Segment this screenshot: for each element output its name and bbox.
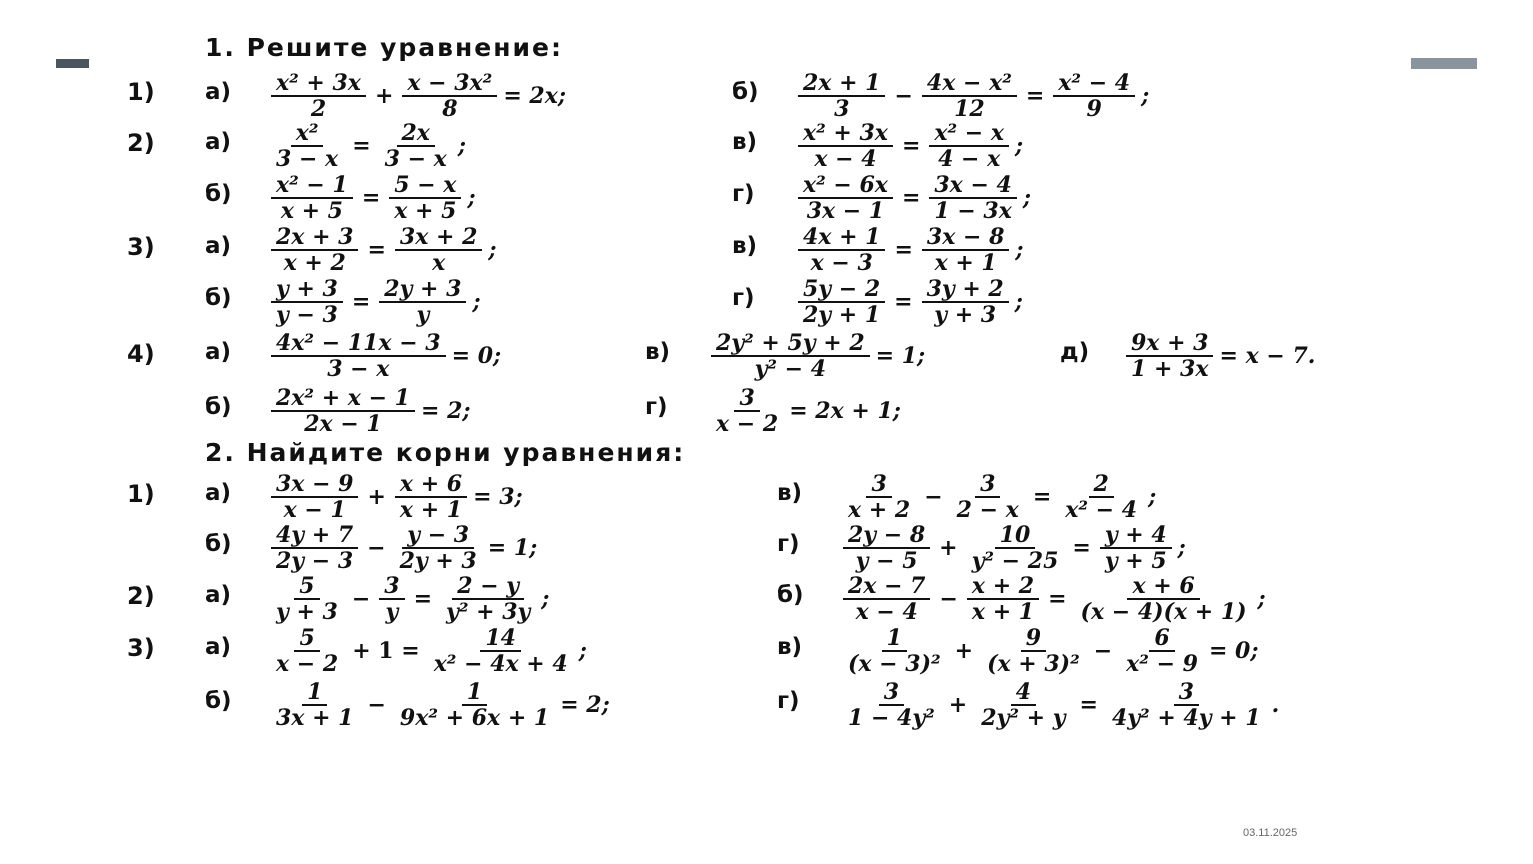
fraction [271, 278, 343, 326]
equation [1122, 332, 1317, 380]
fraction [395, 226, 482, 274]
denominator: y [385, 599, 399, 625]
numerator: 2x² + x − 1 [271, 387, 415, 412]
equation-tail: ; [1177, 535, 1186, 561]
fraction [1126, 332, 1213, 380]
denominator: 2 − x [956, 497, 1019, 523]
denominator: y + 3 [934, 302, 997, 328]
denominator: x + 5 [280, 198, 343, 224]
fraction [798, 72, 885, 120]
equation-tail: = x − 7. [1219, 343, 1316, 369]
equation [267, 575, 551, 623]
denominator: x − 1 [283, 497, 346, 523]
numerator: 10 [995, 524, 1036, 549]
item-letter: д) [1060, 339, 1090, 365]
denominator: x² − 4x + 4 [433, 651, 568, 677]
numerator: x² − 6x [798, 174, 893, 199]
numerator: 5 − x [389, 174, 461, 199]
fraction [929, 122, 1009, 170]
fraction [395, 681, 554, 729]
numerator: 5 [294, 575, 319, 600]
operator: + 1 = [352, 638, 420, 664]
equation [794, 174, 1033, 222]
equation-tail: . [1271, 692, 1280, 718]
denominator: x + 5 [394, 198, 457, 224]
denominator: 9x² + 6x + 1 [399, 705, 550, 731]
fraction [271, 473, 358, 521]
denominator: x + 2 [848, 497, 911, 523]
exercise-number: 4) [127, 340, 155, 368]
denominator: x − 3 [810, 250, 873, 276]
fraction [271, 681, 358, 729]
operator: = [351, 289, 371, 315]
operator: + [948, 692, 968, 718]
operator: = [894, 237, 913, 263]
operator: + [954, 638, 974, 664]
item-letter: г) [777, 531, 800, 557]
numerator: x² + 3x [798, 122, 893, 147]
numerator: x² − x [929, 122, 1009, 147]
numerator: 3x − 8 [922, 226, 1009, 251]
operator: − [367, 535, 386, 561]
equation-tail: = 2x; [503, 83, 566, 109]
fraction [798, 278, 885, 326]
fraction [711, 387, 783, 435]
numerator: 9 [1021, 627, 1046, 652]
equation [707, 387, 903, 435]
fraction [843, 575, 930, 623]
numerator: 5 [294, 627, 319, 652]
numerator: x + 6 [1127, 575, 1199, 600]
fraction [271, 575, 343, 623]
equation-tail: = 0; [451, 343, 502, 369]
fraction [271, 332, 446, 380]
equation [267, 122, 468, 170]
denominator: 3 − x [276, 146, 339, 172]
numerator: x + 2 [967, 575, 1039, 600]
equation-tail: = 2; [421, 398, 471, 424]
equation-tail: ; [1141, 83, 1150, 109]
fraction [379, 278, 466, 326]
numerator: x² − 4 [1053, 72, 1135, 97]
item-letter: б) [205, 531, 232, 557]
exercise-number: 3) [127, 634, 155, 662]
numerator: x² − 1 [271, 174, 353, 199]
operator: + [374, 83, 394, 109]
operator: = [367, 237, 386, 263]
item-letter: б) [205, 181, 232, 207]
equation [267, 473, 525, 521]
item-letter: б) [205, 394, 232, 420]
denominator: 1 − 4y² [848, 705, 935, 731]
item-letter: в) [777, 634, 803, 660]
fraction [967, 524, 1064, 572]
denominator: 2y² + y [981, 705, 1066, 731]
numerator: 3 [975, 473, 1000, 498]
numerator: 3 [734, 387, 759, 412]
equation [839, 575, 1268, 623]
item-letter: б) [205, 688, 232, 714]
item-letter: б) [777, 582, 804, 608]
numerator: 4y + 7 [271, 524, 358, 549]
numerator: x² + 3x [271, 72, 366, 97]
equation-tail: ; [1014, 289, 1023, 315]
fraction [967, 575, 1039, 623]
equation [839, 473, 1158, 521]
operator: = [1048, 586, 1067, 612]
numerator: y − 3 [402, 524, 474, 549]
exercise-number: 3) [127, 233, 155, 261]
numerator: 1 [302, 681, 327, 706]
operator: − [1093, 638, 1113, 664]
slide-accent-left [56, 59, 89, 68]
equation [839, 627, 1261, 675]
equation-tail: = 0; [1208, 638, 1259, 664]
numerator: 4x − x² [922, 72, 1017, 97]
operator: + [367, 484, 386, 510]
numerator: 2y + 3 [379, 278, 466, 303]
equation [267, 332, 503, 380]
equation [267, 226, 499, 274]
fraction [271, 524, 358, 572]
denominator: x − 2 [276, 651, 339, 677]
denominator: x + 2 [283, 250, 346, 276]
item-letter: а) [205, 79, 232, 105]
equation-tail: = 1; [875, 343, 926, 369]
numerator: 2x − 7 [843, 575, 930, 600]
fraction [395, 473, 467, 521]
equation [267, 681, 612, 729]
denominator: x − 2 [716, 411, 779, 437]
equation-tail: = 2x + 1; [789, 398, 901, 424]
denominator: 1 − 3x [934, 198, 1012, 224]
operator: = [901, 133, 921, 159]
equation [794, 278, 1025, 326]
denominator: (x − 3)² [848, 651, 941, 677]
denominator: y + 5 [1104, 548, 1167, 574]
operator: = [361, 185, 381, 211]
item-letter: в) [645, 339, 671, 365]
numerator: 4x² − 11x − 3 [271, 332, 446, 357]
denominator: x + 1 [399, 497, 463, 523]
numerator: 2x [397, 122, 435, 147]
denominator: 12 [954, 96, 985, 122]
item-letter: г) [732, 285, 755, 311]
denominator: y² − 4 [754, 356, 827, 382]
fraction [798, 174, 893, 222]
equation-tail: ; [488, 237, 497, 263]
denominator: 2y − 3 [276, 548, 354, 574]
equation [707, 332, 927, 380]
denominator: y² + 3y [446, 599, 531, 625]
denominator: x² − 9 [1126, 651, 1198, 677]
denominator: y − 3 [276, 302, 338, 328]
task1-title: 1. Решите уравнение: [205, 33, 563, 62]
numerator: 6 [1149, 627, 1174, 652]
numerator: 3x − 9 [271, 473, 358, 498]
operator: = [1079, 692, 1098, 718]
fraction [441, 575, 535, 623]
equation [267, 387, 473, 435]
item-letter: а) [205, 339, 232, 365]
fraction [429, 627, 573, 675]
operator: = [413, 586, 433, 612]
fraction [271, 627, 343, 675]
item-letter: а) [205, 480, 232, 506]
numerator: y + 3 [271, 278, 343, 303]
fraction [1100, 524, 1172, 572]
denominator: y² − 25 [971, 548, 1059, 574]
fraction [271, 387, 415, 435]
numerator: x² [291, 122, 324, 147]
numerator: 14 [480, 627, 521, 652]
numerator: 4x + 1 [798, 226, 885, 251]
fraction [1053, 72, 1135, 120]
numerator: 2x + 1 [798, 72, 885, 97]
operator: − [367, 692, 386, 718]
equation [267, 524, 539, 572]
denominator: 2 [310, 96, 327, 122]
equation-tail: ; [541, 586, 550, 612]
item-letter: в) [732, 129, 758, 155]
denominator: 2x − 1 [304, 411, 382, 437]
denominator: 2y + 1 [803, 302, 881, 328]
numerator: x + 6 [395, 473, 467, 498]
fraction [389, 174, 461, 222]
denominator: x [432, 250, 446, 276]
equation-tail: ; [1148, 484, 1157, 510]
operator: = [1025, 83, 1045, 109]
equation [267, 278, 483, 326]
equation-tail: ; [1022, 185, 1031, 211]
fraction [1107, 681, 1266, 729]
operator: = [1072, 535, 1091, 561]
fraction [843, 473, 915, 521]
fraction [271, 226, 358, 274]
operator: − [924, 484, 943, 510]
equation [267, 627, 589, 675]
numerator: 3x − 4 [929, 174, 1016, 199]
item-letter: б) [732, 79, 759, 105]
numerator: 3y + 2 [922, 278, 1009, 303]
denominator: 3x + 1 [276, 705, 354, 731]
fraction [271, 174, 353, 222]
equation-tail: ; [467, 185, 476, 211]
denominator: (x − 4)(x + 1) [1080, 599, 1247, 625]
item-letter: а) [205, 634, 232, 660]
denominator: 3 − x [327, 356, 390, 382]
numerator: 3 [379, 575, 404, 600]
slide-accent-right [1411, 58, 1477, 69]
operator: = [352, 133, 371, 159]
fraction [798, 122, 893, 170]
equation-tail: ; [1015, 237, 1024, 263]
denominator: x − 4 [855, 599, 918, 625]
operator: − [351, 586, 371, 612]
denominator: y − 5 [855, 548, 918, 574]
numerator: 2 − y [452, 575, 524, 600]
denominator: 8 [442, 96, 458, 122]
fraction [711, 332, 870, 380]
item-letter: в) [732, 233, 758, 259]
denominator: 9 [1086, 96, 1102, 122]
operator: − [894, 83, 913, 109]
fraction [843, 627, 946, 675]
fraction [982, 627, 1085, 675]
fraction [380, 122, 452, 170]
denominator: 3 − x [384, 146, 447, 172]
item-letter: в) [777, 480, 803, 506]
denominator: 4 − x [938, 146, 1001, 172]
denominator: y + 3 [276, 599, 338, 625]
equation-tail: ; [472, 289, 481, 315]
equation-tail: = 2; [560, 692, 610, 718]
equation-tail: = 3; [473, 484, 523, 510]
equation-tail: ; [1015, 133, 1024, 159]
numerator: 3 [866, 473, 891, 498]
equation-tail: ; [457, 133, 466, 159]
numerator: 2 [1089, 473, 1114, 498]
denominator: 3 [834, 96, 850, 122]
denominator: 4y² + 4y + 1 [1111, 705, 1261, 731]
item-letter: г) [777, 688, 800, 714]
numerator: 9x + 3 [1126, 332, 1213, 357]
fraction [922, 226, 1009, 274]
item-letter: б) [205, 285, 232, 311]
equation [267, 174, 478, 222]
item-letter: а) [205, 582, 232, 608]
equation [839, 681, 1281, 729]
exercise-number: 2) [127, 582, 155, 610]
numerator: 2y − 8 [843, 524, 930, 549]
slide-date: 03.11.2025 [1243, 827, 1298, 839]
denominator: y [416, 302, 430, 328]
fraction [271, 122, 343, 170]
denominator: x + 1 [971, 599, 1035, 625]
numerator: 1 [462, 681, 487, 706]
item-letter: г) [732, 181, 755, 207]
equation-tail: ; [1257, 586, 1266, 612]
fraction [1121, 627, 1203, 675]
equation-tail: ; [578, 638, 587, 664]
numerator: 1 [882, 627, 907, 652]
equation [794, 122, 1025, 170]
numerator: x − 3x² [402, 72, 497, 97]
operator: − [939, 586, 958, 612]
fraction [843, 524, 930, 572]
operator: = [901, 185, 921, 211]
fraction [798, 226, 885, 274]
denominator: x + 1 [934, 250, 997, 276]
fraction [402, 72, 497, 120]
fraction [379, 575, 404, 623]
denominator: 3x − 1 [806, 198, 885, 224]
denominator: 1 + 3x [1131, 356, 1209, 382]
denominator: (x + 3)² [987, 651, 1080, 677]
numerator: 3 [1174, 681, 1199, 706]
item-letter: г) [645, 394, 668, 420]
fraction [271, 72, 366, 120]
exercise-number: 1) [127, 78, 155, 106]
equation [267, 72, 568, 120]
fraction [929, 174, 1016, 222]
exercise-number: 2) [127, 129, 155, 157]
fraction [922, 278, 1009, 326]
fraction [952, 473, 1024, 521]
item-letter: а) [205, 233, 232, 259]
equation [794, 72, 1151, 120]
item-letter: а) [205, 129, 232, 155]
fraction [395, 524, 482, 572]
denominator: x − 4 [814, 146, 877, 172]
operator: = [894, 289, 913, 315]
numerator: y + 4 [1100, 524, 1172, 549]
numerator: 5y − 2 [798, 278, 885, 303]
fraction [922, 72, 1017, 120]
fraction [843, 681, 940, 729]
numerator: 2x + 3 [271, 226, 358, 251]
fraction [1060, 473, 1142, 521]
fraction [976, 681, 1070, 729]
operator: = [1032, 484, 1052, 510]
operator: + [939, 535, 958, 561]
equation [794, 226, 1026, 274]
fraction [1076, 575, 1252, 623]
denominator: x² − 4 [1065, 497, 1138, 523]
denominator: 2y + 3 [399, 548, 477, 574]
numerator: 4 [1011, 681, 1036, 706]
numerator: 2y² + 5y + 2 [711, 332, 870, 357]
exercise-number: 1) [127, 480, 155, 508]
numerator: 3x + 2 [395, 226, 482, 251]
task2-title: 2. Найдите корни уравнения: [205, 438, 686, 467]
equation [839, 524, 1188, 572]
numerator: 3 [879, 681, 904, 706]
equation-tail: = 1; [487, 535, 538, 561]
